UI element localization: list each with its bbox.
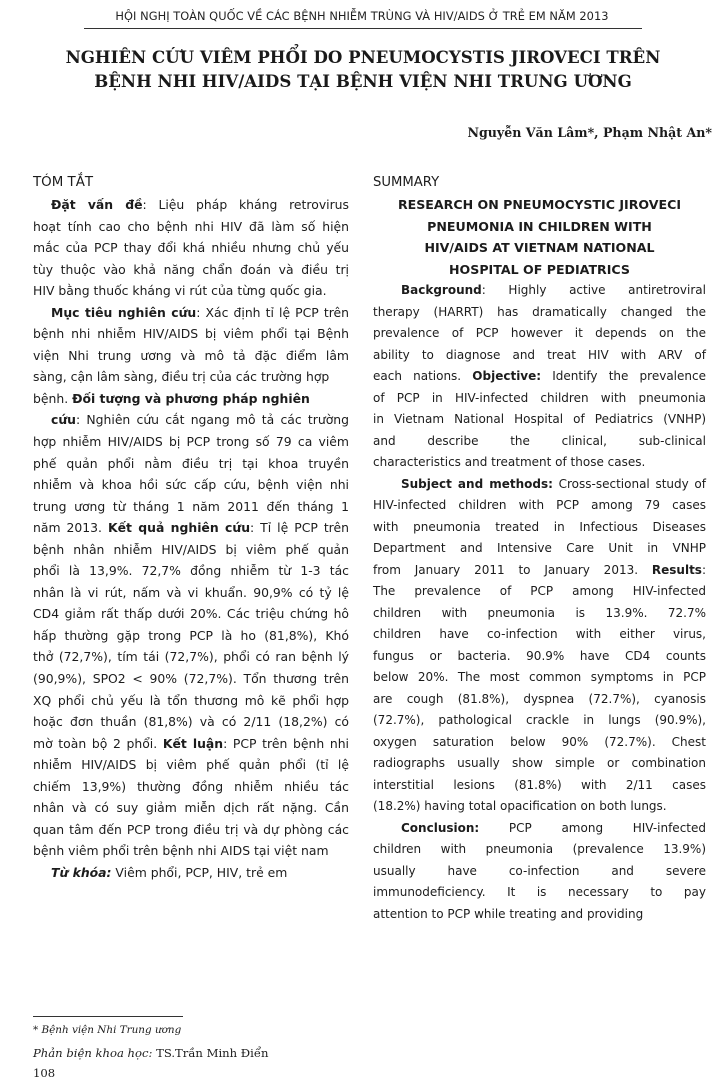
- abstract-line: [373, 538, 706, 560]
- abstract-line: [373, 882, 706, 904]
- abstract-line: [373, 689, 706, 711]
- abstract-line: [373, 904, 706, 926]
- abstract-line-text: bệnh viêm phổi trên bệnh nhi AIDS tại việt nam: [33, 843, 329, 859]
- header-rule: [84, 28, 642, 29]
- abstract-line-text: : Highly active antiretroviral: [481, 283, 706, 297]
- abstract-line-text: : Tỉ lệ PCP trên: [250, 520, 349, 536]
- abstract-section-label: Mục tiêu nghiên cứu: [51, 304, 197, 320]
- abstract-line-text: tùy thuộc vào khả năng chẩn đoán và điều trị: [33, 261, 349, 277]
- abstract-line: [373, 581, 706, 603]
- abstract-body-en: [373, 280, 706, 925]
- abstract-line: [33, 603, 349, 625]
- abstract-line-text: Identify the prevalence: [541, 369, 706, 383]
- abstract-line: [33, 733, 349, 755]
- abstract-line: [373, 452, 706, 474]
- title-line: BỆNH NHI HIV/AIDS TẠI BỆNH VIỆN NHI TRUNG ƯƠNG: [94, 71, 632, 91]
- abstract-line-text: nhân và có suy giảm miễn dịch rất nặng. Cần: [33, 800, 349, 816]
- abstract-line-text: prevalence of PCP however it depends on the: [373, 326, 706, 340]
- abstract-line-text: Cross-sectional study of: [552, 476, 707, 491]
- reviewer-note: [33, 1046, 268, 1060]
- abstract-line-text: phế quản phổi nằm điều trị tại khoa truyền: [33, 455, 349, 471]
- abstract-line-text: attention to PCP while treating and providing: [373, 906, 644, 921]
- abstract-line-text: from January 2011 to January 2013.: [373, 562, 652, 577]
- abstract-line: [33, 280, 349, 302]
- abstract-line: [373, 323, 706, 345]
- abstract-line: [33, 345, 349, 367]
- footnote-rule: [33, 1016, 183, 1017]
- abstract-line: [33, 517, 349, 539]
- abstract-heading-en: SUMMARY: [373, 175, 440, 190]
- abstract-line: [33, 690, 349, 712]
- running-header: HỘI NGHỊ TOÀN QUỐC VỀ CÁC BỆNH NHIỄM TRÙNG VÀ HIV/AIDS Ở TRẺ EM NĂM 2013: [115, 9, 609, 23]
- english-title: [373, 194, 706, 280]
- abstract-line-text: mờ toàn bộ 2 phổi.: [33, 735, 163, 751]
- abstract-line-text: thở (72,7%), tím tái (72,7%), phổi có ran bệnh lý: [33, 649, 349, 665]
- abstract-section-label: Objective:: [472, 369, 542, 383]
- abstract-line-text: năm 2013.: [33, 520, 108, 536]
- abstract-line-text: HIV-infected children with PCP among 79 cases: [373, 498, 706, 512]
- english-title-line: PNEUMONIA IN CHILDREN WITH: [427, 218, 652, 234]
- abstract-line-text: Department and Intensive Care Unit in VNHP: [373, 541, 706, 555]
- abstract-line: [373, 388, 706, 410]
- abstract-line-text: chiếm 13,9%) thường đồng nhiễm nhiều tác: [33, 778, 349, 794]
- abstract-line: [33, 259, 349, 281]
- abstract-line-text: fungus or bacteria. 90.9% have CD4 counts: [373, 648, 706, 663]
- abstract-line-text: each nations.: [373, 369, 473, 383]
- abstract-line: [33, 366, 349, 388]
- abstract-line: [33, 409, 349, 431]
- abstract-line: [373, 818, 706, 840]
- abstract-line: [33, 625, 349, 647]
- abstract-line-text: hấp thường gặp trong PCP là ho (81,8%), Khó: [33, 627, 349, 643]
- abstract-line-text: The prevalence of PCP among HIV-infected: [373, 584, 706, 598]
- abstract-line-text: and describe the clinical, sub-clinical: [373, 433, 706, 448]
- abstract-line-text: are cough (81.8%), dyspnea (72.7%), cyanosis: [373, 691, 706, 706]
- abstract-line: [373, 366, 706, 388]
- abstract-line-text: bệnh.: [33, 390, 73, 406]
- abstract-line-text: children with pneumonia is 13.9%. 72.7%: [373, 605, 706, 620]
- abstract-section-label: Subject and methods:: [401, 476, 553, 491]
- abstract-line-text: trung ương từ tháng 1 năm 2011 đến tháng 1: [33, 498, 349, 514]
- abstract-line-text: (72.7%), pathological crackle in lungs (90.9%),: [373, 713, 706, 727]
- abstract-line-text: ability to diagnose and treat HIV with ARV of: [373, 347, 706, 362]
- abstract-line: [373, 667, 706, 689]
- abstract-line: [373, 732, 706, 754]
- abstract-line: [33, 216, 349, 238]
- abstract-line: [33, 474, 349, 496]
- abstract-line: [33, 840, 349, 862]
- abstract-section-label: cứu: [51, 412, 76, 428]
- abstract-line: [33, 646, 349, 668]
- abstract-section-label: Từ khóa:: [51, 864, 112, 880]
- abstract-line-text: hợp nhiễm HIV/AIDS bị PCP trong số 79 ca viêm: [33, 434, 349, 450]
- english-abstract-column: [373, 172, 706, 925]
- abstract-line: [33, 302, 349, 324]
- abstract-section-label: Background: [401, 283, 482, 297]
- abstract-line-text: below 20%. The most common symptoms in PCP: [373, 670, 706, 684]
- abstract-line-text: (18.2%) having total opacification on both lungs.: [373, 799, 667, 813]
- abstract-line-text: quan tâm đến PCP trong điều trị và dự phòng các: [33, 821, 349, 837]
- abstract-line-text: hoặc đơn thuần (81,8%) và có 2/11 (18,2%) có: [33, 714, 349, 730]
- abstract-line: [373, 796, 706, 818]
- abstract-section-label: Conclusion:: [401, 820, 480, 835]
- abstract-line: [373, 839, 706, 861]
- page-number: 108: [33, 1066, 56, 1080]
- abstract-line: [373, 775, 706, 797]
- abstract-line-text: immunodeficiency. It is necessary to pay: [373, 885, 706, 899]
- abstract-line-text: interstitial lesions (81.8%) with 2/11 cases: [373, 777, 706, 792]
- abstract-line: [373, 517, 706, 539]
- abstract-line-text: PCP among HIV-infected: [479, 820, 706, 835]
- reviewer-label: Phản biện khoa học:: [33, 1046, 153, 1060]
- abstract-line: [373, 603, 706, 625]
- abstract-line-text: usually have co-infection and severe: [373, 863, 706, 878]
- abstract-line: [33, 496, 349, 518]
- abstract-line-text: mắc của PCP thay đổi khá nhiều nhưng chủ yếu: [33, 240, 349, 256]
- abstract-line: [33, 668, 349, 690]
- reviewer-name: TS.Trần Minh Điển: [152, 1046, 269, 1060]
- title-line: NGHIÊN CỨU VIÊM PHỔI DO PNEUMOCYSTIS JIROVECI TRÊN: [65, 47, 661, 67]
- abstract-line-text: of PCP in HIV-infected children with pneumonia: [373, 390, 706, 405]
- abstract-line-text: characteristics and treatment of those cases.: [373, 455, 646, 469]
- abstract-section-label: Đối tượng và phương pháp nghiên: [72, 390, 310, 406]
- english-title-line: HIV/AIDS AT VIETNAM NATIONAL: [424, 240, 655, 255]
- abstract-line: [373, 280, 706, 302]
- abstract-line: [373, 624, 706, 646]
- abstract-line-text: viện Nhi trung ương và mô tả đặc điểm lâm: [33, 347, 349, 363]
- abstract-line-text: nhiễm HIV/AIDS bị viêm phế quản phổi (tỉ lệ: [33, 757, 349, 773]
- article-title: [40, 45, 686, 93]
- abstract-line-text: HIV bằng thuốc kháng vi rút của từng quốc gia.: [33, 283, 327, 299]
- abstract-line-text: phổi là 13,9%. 72,7% đồng nhiễm từ 1-3 tác: [33, 563, 349, 579]
- abstract-line: [33, 388, 349, 410]
- abstract-line-text: : Nghiên cứu cắt ngang mô tả các trường: [76, 412, 349, 428]
- abstract-line: [33, 797, 349, 819]
- abstract-line-text: (90,9%), SPO2 < 90% (72,7%). Tổn thương trên: [33, 671, 349, 687]
- abstract-line: [33, 862, 349, 884]
- abstract-line-text: nhiễm và khoa hồi sức cấp cứu, bệnh viện nhi: [33, 477, 349, 493]
- abstract-line: [33, 582, 349, 604]
- abstract-line-text: : Liệu pháp kháng retrovirus: [142, 197, 349, 212]
- english-title-line: HOSPITAL OF PEDIATRICS: [449, 261, 630, 277]
- abstract-line-text: children have co-infection with either virus,: [373, 627, 706, 641]
- abstract-line: [33, 431, 349, 453]
- abstract-line: [33, 754, 349, 776]
- abstract-line: [33, 819, 349, 841]
- abstract-line-text: therapy (HARRT) has dramatically changed the: [373, 304, 706, 319]
- abstract-line: [373, 710, 706, 732]
- abstract-line-text: in Vietnam National Hospital of Pediatrics (VNHP): [373, 412, 706, 426]
- abstract-line-text: hoạt tính cao cho bệnh nhi HIV đã làm số hiện: [33, 218, 349, 234]
- abstract-line: [33, 323, 349, 345]
- abstract-line-text: oxygen saturation below 90% (72.7%). Chest: [373, 734, 706, 749]
- abstract-line: [373, 861, 706, 883]
- abstract-line-text: radiographs usually show simple or combination: [373, 756, 706, 770]
- abstract-section-label: Kết quả nghiên cứu: [107, 520, 251, 536]
- abstract-line-text: Viêm phổi, PCP, HIV, trẻ em: [111, 864, 288, 880]
- affiliation-footnote: * Bệnh viện Nhi Trung ương: [33, 1024, 182, 1036]
- abstract-line-text: children with pneumonia (prevalence 13.9%): [373, 842, 706, 856]
- abstract-line-text: :: [701, 562, 706, 577]
- abstract-line: [373, 431, 706, 453]
- abstract-line: [373, 474, 706, 496]
- abstract-section-label: Đặt vấn đề: [51, 197, 143, 212]
- abstract-line: [33, 237, 349, 259]
- abstract-line-text: bệnh nhân nhiễm HIV/AIDS bị viêm phế quản: [33, 541, 349, 557]
- abstract-line: [373, 646, 706, 668]
- english-title-line: RESEARCH ON PNEUMOCYSTIC JIROVECI: [397, 197, 682, 212]
- abstract-line-text: CD4 giảm rất thấp dưới 20%. Các triệu chứng hô: [33, 606, 349, 622]
- abstract-line-text: with pneumonia treated in Infectious Diseases: [373, 519, 706, 534]
- authors: Nguyễn Văn Lâm*, Phạm Nhật An*: [467, 125, 712, 140]
- abstract-section-label: Kết luận: [162, 735, 224, 751]
- abstract-line: [33, 711, 349, 733]
- abstract-line: [373, 345, 706, 367]
- abstract-line-text: : PCP trên bệnh nhi: [223, 735, 349, 751]
- abstract-line: [373, 409, 706, 431]
- abstract-line: [373, 302, 706, 324]
- abstract-line: [33, 539, 349, 561]
- vietnamese-abstract-column: [33, 172, 349, 884]
- abstract-heading-vi: TÓM TẮT: [33, 175, 94, 190]
- abstract-line: [373, 753, 706, 775]
- abstract-line: [373, 560, 706, 582]
- abstract-line-text: nhân là vi rút, nấm và vi khuẩn. 90,9% có tỷ lệ: [33, 584, 349, 600]
- abstract-line: [33, 776, 349, 798]
- abstract-line-text: : Xác định tỉ lệ PCP trên: [196, 304, 349, 320]
- abstract-line: [33, 453, 349, 475]
- abstract-section-label: Results: [651, 562, 702, 577]
- abstract-line: [373, 495, 706, 517]
- abstract-line-text: bệnh nhi nhiễm HIV/AIDS bị viêm phổi tại Bệnh: [33, 326, 349, 342]
- abstract-line: [33, 560, 349, 582]
- abstract-line-text: XQ phổi chủ yếu là tổn thương mô kẽ phổi hợp: [33, 692, 349, 708]
- abstract-body-vi: [33, 194, 349, 884]
- abstract-line: [33, 194, 349, 216]
- abstract-line-text: sàng, cận lâm sàng, điều trị của các trường hợp: [33, 369, 330, 385]
